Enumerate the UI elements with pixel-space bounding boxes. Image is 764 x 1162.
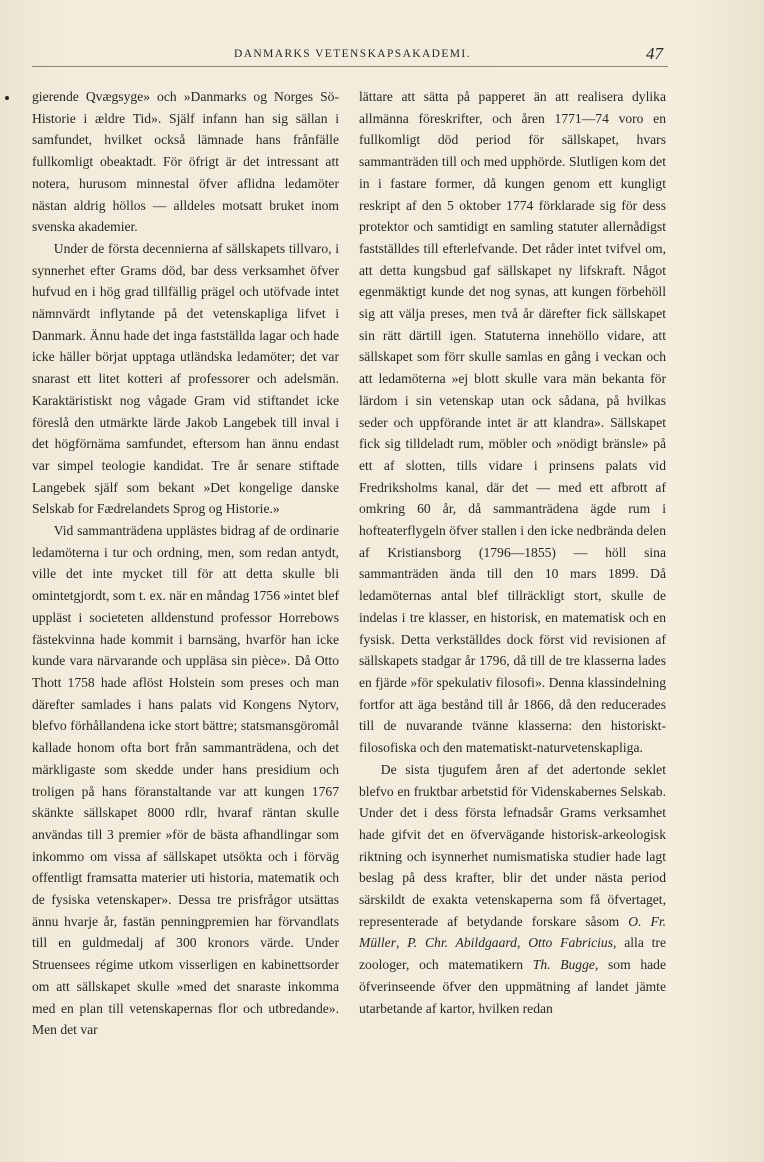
margin-dot	[5, 96, 9, 100]
right-column	[359, 86, 666, 1019]
page-header	[0, 44, 764, 68]
paragraph-text: De sista tjugufem åren af det adertonde seklet blefvo en fruktbar arbetstid för Videnskabernes Selskab. Under det i dess första lefnadsår Grams verksamhet hade gifvit det en öfvervägande historisk-arkeologisk riktning och isynnerhet numismatiska studier hade lagt beslag på dess krafter, blir det under nästa period särskildt de exakta vetenskaperna som få öfvertaget, representerade af betydande forskare såsom	[359, 761, 666, 929]
paragraph-text: , alla tre zoologer, och matematikern	[359, 935, 666, 973]
author-name-fabricius: Otto Fabricius	[528, 935, 614, 951]
separator: ,	[396, 935, 408, 951]
left-paragraph-2: Under de första decennierna af sällskapets tillvaro, i synnerhet efter Grams död, bar dess verksamhet öfver hufvud en i hög grad tillfällig prägel och utöfvade intet nämnvärdt inflytande på det vetenskapliga lifvet i Danmark. Ännu hade det inga fastställda lagar och hade icke häller börjat upptaga utländska ledamöter; det var snarast ett litet kotteri af professorer och adelsmän. Karaktäristiskt nog vågade Gram vid stiftandet icke föreslå den utmärkte lärde Jakob Langebek till inval i det högförnäma samfundet, eftersom han ännu endast var simpel teologie kandidat. Tre år senare stiftade Langebek själf som bekant »Det kongelige danske Selskab for Fædrelandets Sprog og Historie.»	[32, 240, 339, 517]
author-name-abildgaard: P. Chr. Abildgaard	[407, 935, 517, 951]
page-number: 47	[646, 44, 663, 63]
author-name-bugge: Th. Bugge	[532, 957, 595, 973]
paragraph-text: , som hade öfverinseende öfver den uppmätning af landet jämte utarbetande af kartor, hvilken redan	[359, 957, 666, 1016]
right-paragraph-1: lättare att sätta på papperet än att realisera dylika allmänna föreskrifter, och åren 1771—74 voro en fullkomligt död period för sällskapet, hvars sammanträden till och med upphörde. Slutligen kom det in i fastare former, då kungen genom ett kungligt reskript af den 5 oktober 1774 förklarade sig för dess protektor och samtidigt en samling statuter allernådigst fastställdes till efterlefvande. Det råder intet tvifvel om, att detta kungsbud gaf sällskapet ny lifskraft. Något egenmäktigt kunde det nog synas, att kungen förbehöll sig att välja preses, men två år därefter fick sällskapet sin rätt därtill igen. Statuterna innehöllo vidare, att sällskapet som förr skulle samlas en gång i veckan och att ledamöterna »ej blott skulle vara män bekanta för lärdom i sin vetenskap utan ock sådana, på hvilkas seder och uppförande intet är att klandra». Sällskapet fick sig tilldeladt rum, möbler och »nödigt bränsle» på ett af slotten, tills vidare i prinsens palats vid Fredriksholms kanal, där det — med ett afbrott af omkring 60 år, då sammanträdena ägde rum i hofteaterflygeln öfver stallen i den icke nedbrända delen af Kristiansborg (1796—1855) — höll sina sammanträden ända till den 10 mars 1899. Då ledamöternas antal blef tillräckligt stort, skulle de indelas i tre klasser, en historisk, en matematisk och en fysisk. Detta verkställdes dock först vid revisionen af sällskapets stadgar år 1796, då till de tre klasserna lades en fjärde »för spekulativ filosofi». Denna klassindelning fortfor att äga bestånd till år 1866, då den reducerades till de nuvarande tvänne klasserna: den historiskt-filosofiska och den matematiskt-naturvetenskapliga.	[359, 89, 666, 756]
header-rule	[32, 66, 668, 67]
separator: ,	[516, 935, 529, 951]
running-head: DANMARKS VETENSKAPSAKADEMI.	[234, 48, 471, 60]
left-paragraph-1: gierende Qvægsyge» och »Danmarks og Norges Sö-Historie i ældre Tid». Själf infann han sig sällan i samfundet, hvilket också lämnade hans frånfälle fullkomligt obeaktadt. För öfrigt är det intressant att notera, hurusom minnestal öfver aflidna ledamöter nästan aldrig höllos — alldeles motsatt bruket inom svenska akademier.	[32, 89, 339, 235]
author-name-muller: O. Fr. Müller	[359, 913, 666, 951]
left-paragraph-3: Vid sammanträdena upplästes bidrag af de ordinarie ledamöterna i tur och ordning, men, som redan antydt, ville det inte mycket till för att detta skulle bli omintetgjordt, som t. ex. när en måndag 1756 »intet blef uppläst i societeten alldenstund professor Horrebows fästekvinna hade kommit i barnsäng, hvarför han icke kunde vara närvarande och uppläsa sin pièce». Då Otto Thott 1758 hade aflöst Holstein som preses och man därefter samlades i hans palats vid Kongens Nytorv, blefvo förhållandena icke stort bättre; statsmansgöromål kallade honom ofta bort från sammanträdena, och det märkligaste som skedde under hans presidium och troligen på hans föranstaltande var att kungen 1767 skänkte sällskapet 8000 rdlr, hvaraf räntan skulle användas till 3 premier »för de bästa afhandlingar som inkommo om vissa af sällskapet utsökta och i förväg offentligt framsatta materier uti historia, matematik och de fysiska vetenskaper». Dessa tre prisfrågor utsättas ännu hvarje år, fastän penningpremien har förvandlats till en guldmedalj af 300 kronors värde. Under Struensees régime utkom visserligen en kabinettsorder om att sällskapet skulle »med det snaraste inkomma med en plan till vetenskapernas flor och utbredande». Men det var	[32, 523, 339, 1038]
right-paragraph-2	[359, 759, 666, 1019]
left-column	[32, 86, 339, 1041]
